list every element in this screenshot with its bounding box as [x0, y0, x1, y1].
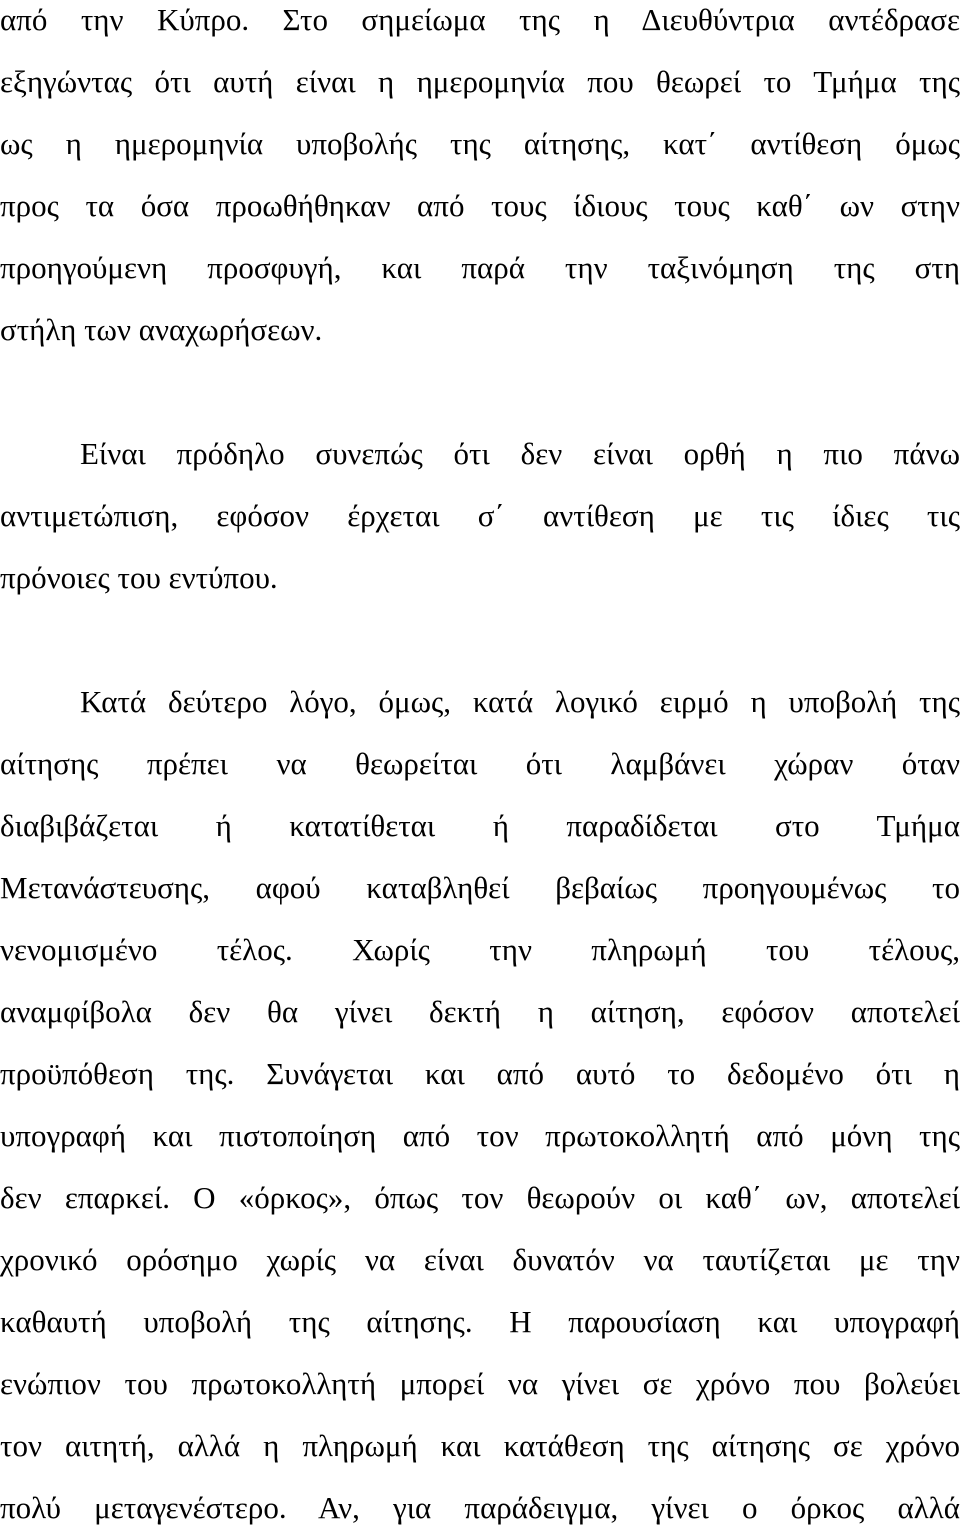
- paragraph-1-line-5: προηγούμενη προσφυγή, και παρά την ταξινόμηση της στη: [0, 250, 960, 285]
- paragraph-3-line-5: νενομισμένο τέλος. Χωρίς την πληρωμή του τέλους,: [0, 932, 960, 967]
- paragraph-3-line-3: διαβιβάζεται ή κατατίθεται ή παραδίδεται στο Τμήμα: [0, 808, 960, 843]
- paragraph-1-line-3: ως η ημερομηνία υποβολής της αίτησης, κατ΄ αντίθεση όμως: [0, 126, 960, 161]
- paragraph-3-line-7: προϋπόθεση της. Συνάγεται και από αυτό το δεδομένο ότι η: [0, 1056, 960, 1091]
- paragraph-3-line-6: αναμφίβολα δεν θα γίνει δεκτή η αίτηση, εφόσον αποτελεί: [0, 994, 960, 1029]
- paragraph-1-line-6: στήλη των αναχωρήσεων.: [0, 312, 323, 347]
- paragraph-1-line-1: από την Κύπρο. Στο σημείωμα της η Διευθύντρια αντέδρασε: [0, 2, 960, 37]
- paragraph-3-line-2: αίτησης πρέπει να θεωρείται ότι λαμβάνει χώραν όταν: [0, 746, 960, 781]
- paragraph-3-line-8: υπογραφή και πιστοποίηση από τον πρωτοκολλητή από μόνη της: [0, 1118, 960, 1153]
- paragraph-3-line-1: Κατά δεύτερο λόγο, όμως, κατά λογικό ειρμό η υποβολή της: [80, 684, 960, 719]
- paragraph-2-line-1: Είναι πρόδηλο συνεπώς ότι δεν είναι ορθή η πιο πάνω: [80, 436, 960, 471]
- paragraph-3-line-12: ενώπιον του πρωτοκολλητή μπορεί να γίνει σε χρόνο που βολεύει: [0, 1366, 960, 1401]
- paragraph-2-line-3: πρόνοιες του εντύπου.: [0, 560, 278, 595]
- paragraph-3-line-10: χρονικό ορόσημο χωρίς να είναι δυνατόν να ταυτίζεται με την: [0, 1242, 960, 1277]
- paragraph-3-line-9: δεν επαρκεί. Ο «όρκος», όπως τον θεωρούν οι καθ΄ ων, αποτελεί: [0, 1180, 960, 1215]
- paragraph-3-line-4: Μετανάστευσης, αφού καταβληθεί βεβαίως προηγουμένως το: [0, 870, 960, 905]
- paragraph-1-line-2: εξηγώντας ότι αυτή είναι η ημερομηνία που θεωρεί το Τμήμα της: [0, 64, 960, 99]
- paragraph-1-line-4: προς τα όσα προωθήθηκαν από τους ίδιους τους καθ΄ ων στην: [0, 188, 960, 223]
- paragraph-3-line-14: πολύ μεταγενέστερο. Αν, για παράδειγμα, γίνει ο όρκος αλλά: [0, 1490, 960, 1525]
- paragraph-2-line-2: αντιμετώπιση, εφόσον έρχεται σ΄ αντίθεση με τις ίδιες τις: [0, 498, 960, 533]
- paragraph-3-line-11: καθαυτή υποβολή της αίτησης. Η παρουσίαση και υπογραφή: [0, 1304, 960, 1339]
- paragraph-3-line-13: τον αιτητή, αλλά η πληρωμή και κατάθεση της αίτησης σε χρόνο: [0, 1428, 960, 1463]
